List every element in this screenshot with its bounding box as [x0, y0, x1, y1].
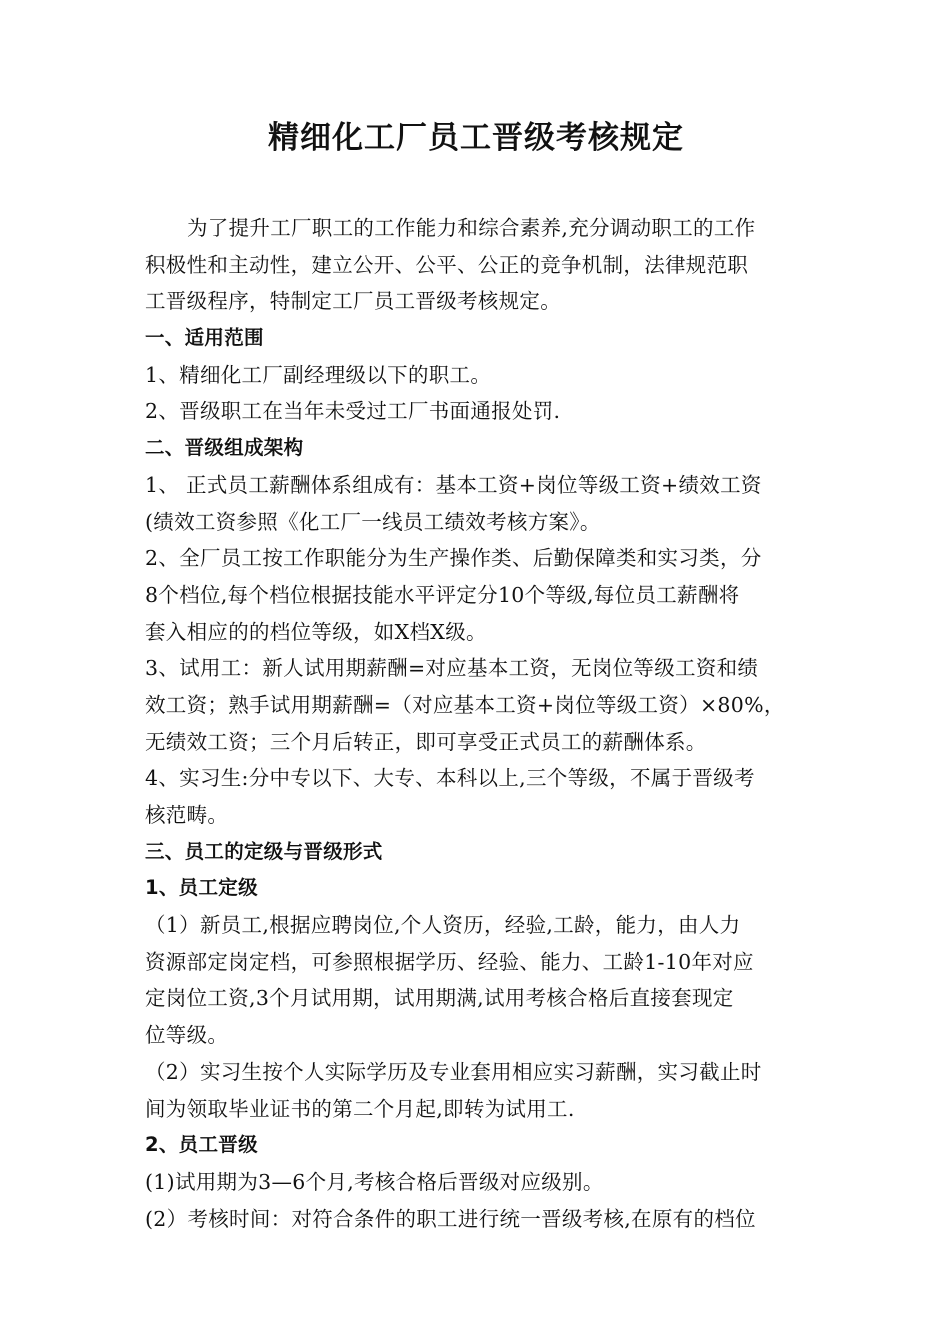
- paragraph-line: 套入相应的的档位等级，如X档X级。: [145, 619, 487, 644]
- paragraph-line: (2）考核时间：对符合条件的职工进行统一晋级考核,在原有的档位: [145, 1206, 756, 1231]
- paragraph-line: 为了提升工厂职工的工作能力和综合素养,充分调动职工的工作: [187, 216, 756, 240]
- paragraph-line: （1）新员工,根据应聘岗位,个人资历，经验,工龄，能力，由人力: [145, 913, 741, 938]
- paragraph-line: 位等级。: [145, 1023, 229, 1048]
- document-page: [145, 108, 807, 1237]
- paragraph-line: （2）实习生按个人实际学历及专业套用相应实习薪酬，实习截止时: [145, 1059, 762, 1084]
- paragraph-line: (1)试用期为3—6个月,考核合格后晋级对应级别。: [145, 1169, 604, 1194]
- paragraph-line: 间为领取毕业证书的第二个月起,即转为试用工.: [145, 1096, 575, 1121]
- paragraph-line: 1、精细化工厂副经理级以下的职工。: [145, 362, 492, 387]
- paragraph-line: 效工资；熟手试用期薪酬=（对应基本工资+岗位等级工资）×80%，: [145, 692, 785, 717]
- paragraph-line: 定岗位工资,3个月试用期，试用期满,试用考核合格后直接套现定: [145, 986, 734, 1011]
- section-heading: 2、员工晋级: [145, 1133, 258, 1157]
- section-heading: 1、员工定级: [145, 876, 258, 900]
- paragraph-line: 8个档位,每个档位根据技能水平评定分10个等级,每位员工薪酬将: [145, 582, 740, 607]
- paragraph-line: 2、晋级职工在当年未受过工厂书面通报处罚.: [145, 399, 561, 424]
- paragraph-line: 核范畴。: [145, 803, 229, 827]
- paragraph-line: 资源部定岗定档，可参照根据学历、经验、能力、工龄1-10年对应: [145, 949, 754, 974]
- section-heading: 三、员工的定级与晋级形式: [145, 839, 383, 863]
- paragraph-line: 1、 正式员工薪酬体系组成有：基本工资+岗位等级工资+绩效工资: [145, 472, 762, 497]
- paragraph-line: 3、试用工：新人试用期薪酬=对应基本工资，无岗位等级工资和绩: [145, 656, 759, 681]
- paragraph-line: 积极性和主动性，建立公开、公平、公正的竞争机制，法律规范职: [145, 252, 749, 277]
- paragraph-line: (绩效工资参照《化工厂一线员工绩效考核方案》。: [145, 509, 601, 534]
- document-title: 精细化工厂员工晋级考核规定: [268, 120, 684, 156]
- section-heading: 二、晋级组成架构: [145, 436, 304, 460]
- paragraph-line: 4、实习生:分中专以下、大专、本科以上,三个等级，不属于晋级考: [145, 766, 755, 791]
- section-heading: 一、适用范围: [145, 326, 264, 350]
- document-body: [145, 210, 807, 1237]
- paragraph-line: 无绩效工资；三个月后转正，即可享受正式员工的薪酬体系。: [145, 729, 707, 754]
- paragraph-line: 工晋级程序，特制定工厂员工晋级考核规定。: [145, 289, 561, 314]
- paragraph-line: 2、全厂员工按工作职能分为生产操作类、后勤保障类和实习类，分: [145, 546, 762, 571]
